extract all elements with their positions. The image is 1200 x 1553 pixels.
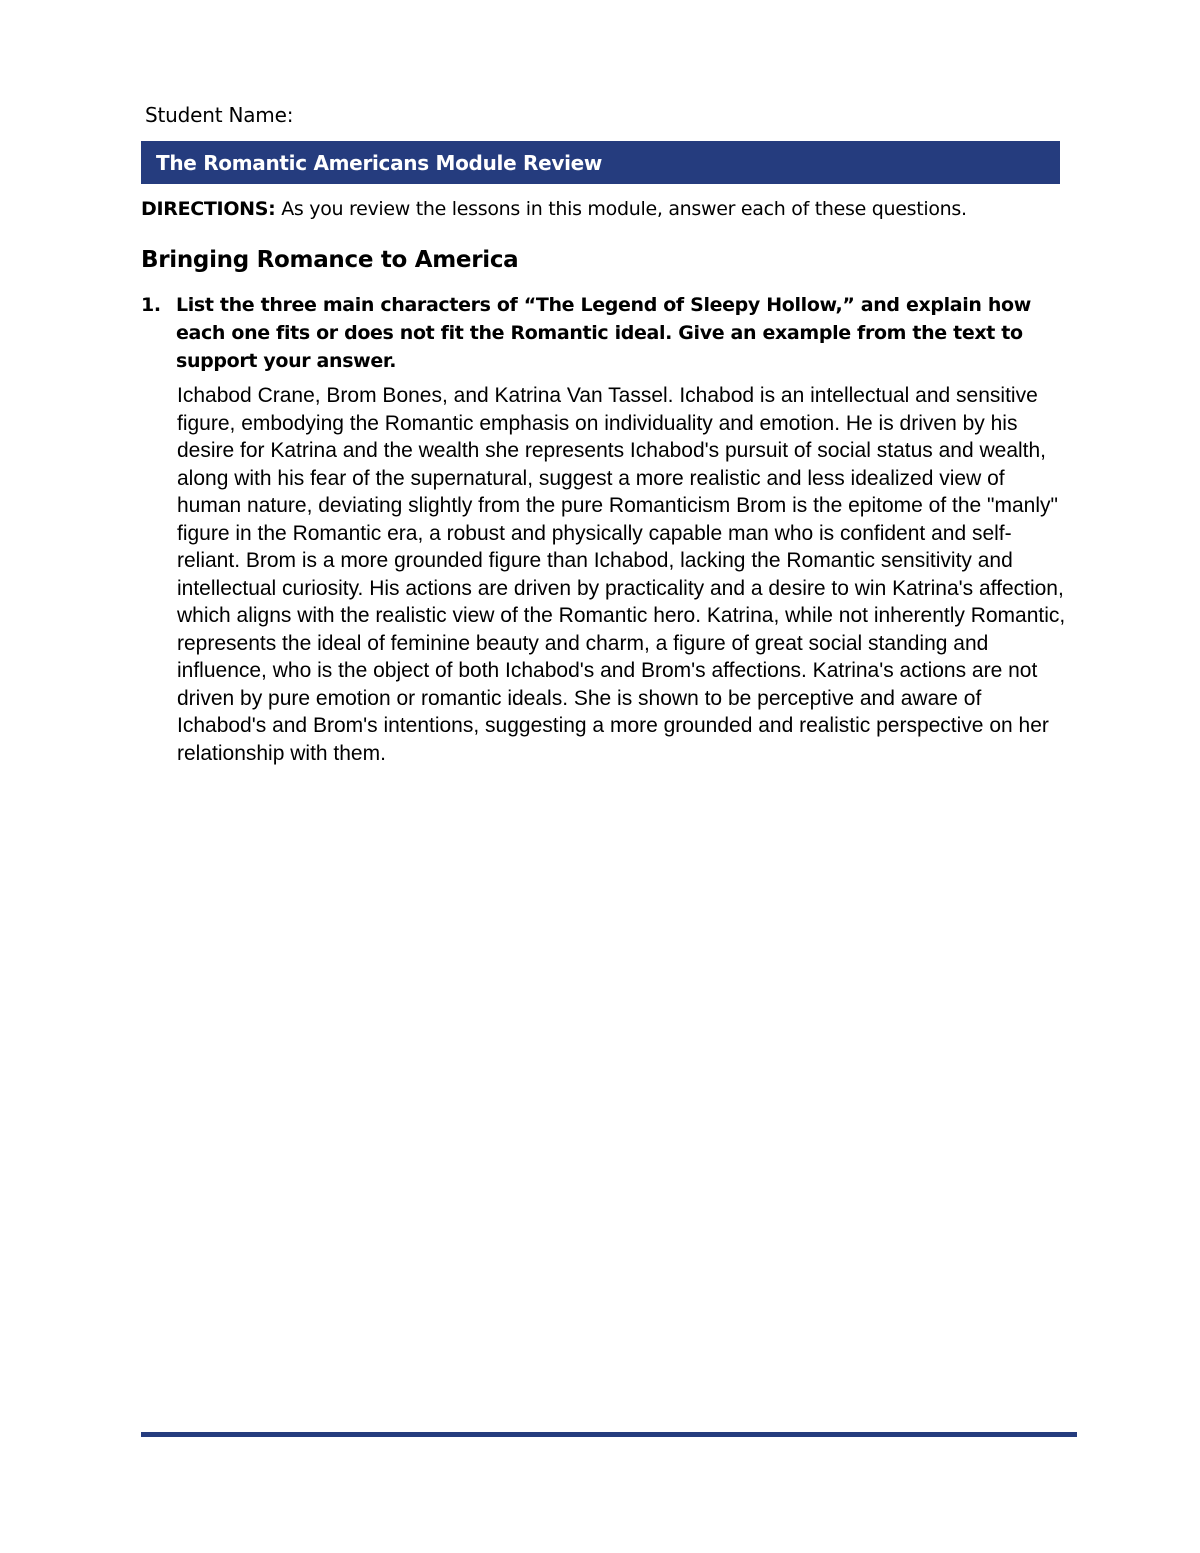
directions-label: DIRECTIONS: bbox=[141, 198, 276, 220]
question-number: 1. bbox=[141, 294, 161, 316]
page-title: The Romantic Americans Module Review bbox=[156, 150, 603, 175]
directions bbox=[141, 198, 967, 220]
title-banner bbox=[141, 141, 1060, 184]
answer-text[interactable]: Ichabod Crane, Brom Bones, and Katrina Van Tassel. Ichabod is an intellectual and sensitive figure, embodying the Romantic emphasis on individuality and emotion. He is driven by his desire for Katrina and the wealth she represents Ichabod's pursuit of social status and wealth, along with his fear of the supernatural, suggest a more realistic and less idealized view of human nature, deviating slightly from the pure Romanticism Brom is the epitome of the "manly" figure in the Romantic era, a robust and physically capable man who is confident and self-reliant. Brom is a more grounded figure than Ichabod, lacking the Romantic sensitivity and intellectual curiosity. His actions are driven by practicality and a desire to win Katrina's affection, which aligns with the realistic view of the Romantic hero. Katrina, while not inherently Romantic, represents the ideal of feminine beauty and charm, a figure of great social standing and influence, who is the object of both Ichabod's and Brom's affections. Katrina's actions are not driven by pure emotion or romantic ideals. She is shown to be perceptive and aware of Ichabod's and Brom's intentions, suggesting a more grounded and realistic perspective on her relationship with them. bbox=[177, 384, 1066, 765]
student-name-label: Student Name: bbox=[145, 103, 294, 127]
directions-text: As you review the lessons in this module, answer each of these questions. bbox=[275, 198, 967, 220]
footer-divider bbox=[141, 1432, 1077, 1437]
section-heading: Bringing Romance to America bbox=[141, 247, 519, 273]
question-text: List the three main characters of “The Legend of Sleepy Hollow,” and explain how each one fits or does not fit the Romantic ideal. Give an example from the text to support your answer. bbox=[176, 294, 1031, 372]
question-1 bbox=[141, 291, 1061, 375]
